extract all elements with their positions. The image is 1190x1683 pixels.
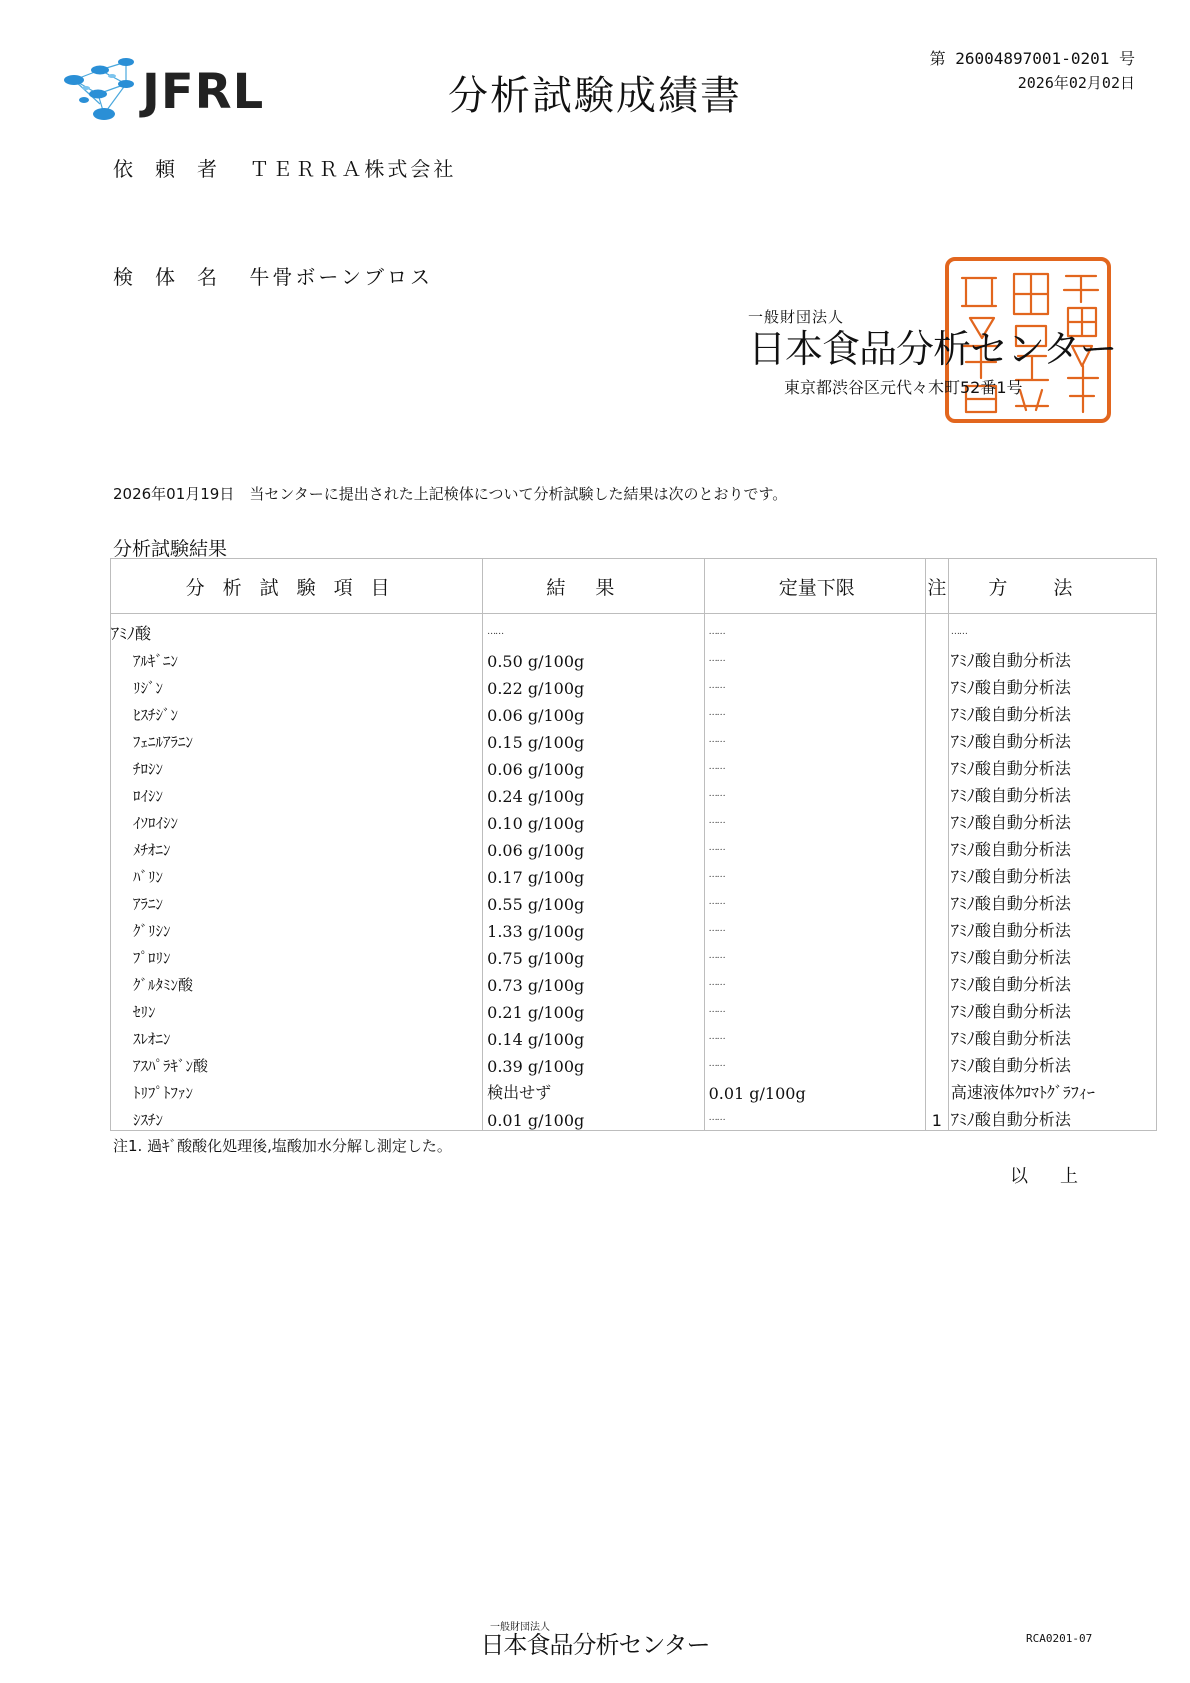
cell-result-text: 0.15 g/100g [487,733,585,752]
cell-item [111,995,483,1022]
cell-method [948,833,1156,860]
cell-result-text: 0.14 g/100g [487,1030,585,1049]
header-method: 方法 [988,576,1119,599]
client-value: ＴＥＲＲＡ株式会社 [249,157,457,181]
cell-result-text: 0.75 g/100g [487,949,585,968]
cell-limit-text: …… [708,627,725,637]
cell-method [948,671,1156,698]
cell-method-text: ｱﾐﾉ酸自動分析法 [950,786,1071,805]
cell-note [925,968,948,995]
cell-item [111,1049,483,1076]
sample-row [113,261,433,290]
cell-limit [704,1049,925,1076]
table-row [111,887,1157,914]
cell-result [483,914,704,941]
cell-item-text: ｲｿﾛｲｼﾝ [133,814,179,832]
organization-address: 東京都渋谷区元代々木町52番1号 [784,377,1023,397]
cell-item-text: ﾌﾟﾛﾘﾝ [133,949,171,967]
cell-result [483,1103,704,1131]
results-body [111,614,1157,1131]
cell-item-text: ﾁﾛｼﾝ [133,760,164,778]
cell-limit [704,914,925,941]
cell-result [483,725,704,752]
cell-item [111,1076,483,1103]
cell-method-text: ｱﾐﾉ酸自動分析法 [950,1002,1071,1021]
cell-method-text: ｱﾐﾉ酸自動分析法 [950,678,1071,697]
cell-method [948,1103,1156,1131]
table-row [111,752,1157,779]
cell-limit-text: …… [708,762,725,772]
cell-limit [704,725,925,752]
cell-note [925,941,948,968]
cell-method [948,1076,1156,1103]
cell-result-text: 0.06 g/100g [487,841,585,860]
cell-result [483,941,704,968]
cell-item-text: ﾋｽﾁｼﾞﾝ [133,706,179,724]
cell-item [111,968,483,995]
cell-result-text: 0.01 g/100g [487,1111,585,1130]
cell-item-text: ﾄﾘﾌﾟﾄﾌｧﾝ [133,1084,194,1102]
cell-method-text: ｱﾐﾉ酸自動分析法 [950,1029,1071,1048]
cell-note [925,860,948,887]
cell-limit-text: …… [708,843,725,853]
sample-label: 検体名 [113,265,239,289]
cell-note [925,671,948,698]
document-title: 分析試験成績書 [448,73,742,119]
cell-method-text: …… [950,627,967,637]
cell-method [948,698,1156,725]
cell-item-text: ｽﾚｵﾆﾝ [133,1030,171,1048]
cell-limit-text: …… [708,951,725,961]
cell-item-text: ｱｽﾊﾟﾗｷﾞﾝ酸 [133,1057,209,1075]
cell-method [948,968,1156,995]
cell-limit-text: …… [708,681,725,691]
cell-method-text: ｱﾐﾉ酸自動分析法 [950,1056,1071,1075]
cell-result-text: 0.10 g/100g [487,814,585,833]
cell-method [948,1022,1156,1049]
cell-item-text: ｱﾗﾆﾝ [133,895,164,913]
cell-limit-text: …… [708,897,725,907]
table-row [111,860,1157,887]
cell-limit-text: 0.01 g/100g [708,1084,806,1103]
cell-method [948,779,1156,806]
cell-method [948,1049,1156,1076]
cell-item [111,644,483,671]
cell-method-text: ｱﾐﾉ酸自動分析法 [950,975,1071,994]
cell-method [948,860,1156,887]
cell-method [948,941,1156,968]
cell-item-text: ｸﾞﾘｼﾝ [133,922,171,940]
cell-result-text: 1.33 g/100g [487,922,585,941]
cell-limit-text: …… [708,1059,725,1069]
cell-limit [704,860,925,887]
cell-result-text: 0.22 g/100g [487,679,585,698]
table-row [111,914,1157,941]
table-row [111,779,1157,806]
cell-limit [704,752,925,779]
cell-item-text: ﾒﾁｵﾆﾝ [133,841,171,859]
cell-result-text: 0.24 g/100g [487,787,585,806]
cell-note [925,1049,948,1076]
cell-note [925,779,948,806]
cell-result-text: 0.39 g/100g [487,1057,585,1076]
cell-result [483,614,704,645]
cell-limit-text: …… [708,816,725,826]
cell-result [483,752,704,779]
cell-note [925,698,948,725]
cell-result-text: 0.55 g/100g [487,895,585,914]
document-date: 2026年02月02日 [1017,74,1135,92]
cell-result-text: 検出せず [487,1083,552,1102]
cell-limit-text: …… [708,789,725,799]
cell-method [948,887,1156,914]
cell-method [948,752,1156,779]
footer-org-name: 日本食品分析センター [480,1631,710,1659]
document-number: 第 26004897001-0201 号 [929,49,1135,68]
table-header-row [111,559,1157,614]
cell-item-text: ｸﾞﾙﾀﾐﾝ酸 [133,976,194,994]
header-note: 注 [927,576,947,599]
cell-item-text: ｱﾐﾉ酸 [111,624,152,643]
cell-method-text: ｱﾐﾉ酸自動分析法 [950,894,1071,913]
cell-method-text: 高速液体ｸﾛﾏﾄｸﾞﾗﾌｨｰ [950,1083,1095,1102]
cell-result-text: 0.06 g/100g [487,760,585,779]
cell-item-text: ｾﾘﾝ [133,1003,156,1021]
header-limit: 定量下限 [778,576,855,599]
organization-type: 一般財団法人 [748,308,845,326]
cell-method [948,644,1156,671]
table-row [111,614,1157,645]
cell-result [483,833,704,860]
client-label: 依頼者 [113,157,239,181]
cell-item-text: ﾛｲｼﾝ [133,787,164,805]
cell-item [111,806,483,833]
cell-result [483,1049,704,1076]
cell-note [925,833,948,860]
cell-method-text: ｱﾐﾉ酸自動分析法 [950,759,1071,778]
cell-limit [704,806,925,833]
table-row [111,1049,1157,1076]
cell-limit [704,941,925,968]
cell-method [948,614,1156,645]
logo-text: JFRL [142,64,265,120]
cell-note [925,725,948,752]
cell-limit-text: …… [708,1032,725,1042]
cell-item [111,725,483,752]
table-row [111,698,1157,725]
cell-limit-text: …… [708,1005,725,1015]
cell-limit-text: …… [708,654,725,664]
cell-method-text: ｱﾐﾉ酸自動分析法 [950,840,1071,859]
cell-result-text: 0.50 g/100g [487,652,585,671]
cell-result-text: 0.17 g/100g [487,868,585,887]
organization-name: 日本食品分析センター [748,327,1117,371]
cell-note [925,806,948,833]
cell-limit [704,698,925,725]
cell-limit-text: …… [708,978,725,988]
cell-item [111,614,483,645]
cell-result [483,968,704,995]
cell-item-text: ｱﾙｷﾞﾆﾝ [133,652,179,670]
header-result: 結果 [546,576,645,599]
cell-limit [704,1103,925,1131]
table-row [111,1076,1157,1103]
organization-block [748,306,1116,398]
cell-method [948,806,1156,833]
cell-note [925,914,948,941]
cell-result-text: 0.06 g/100g [487,706,585,725]
footer-organization [0,1618,1190,1658]
sample-value: 牛骨ボーンブロス [249,265,433,289]
footnote: 注1. 過ｷﾞ酸酸化処理後,塩酸加水分解し測定した。 [113,1137,452,1155]
cell-limit [704,1022,925,1049]
cell-result [483,860,704,887]
cell-result [483,644,704,671]
cell-item [111,671,483,698]
table-row [111,968,1157,995]
cell-limit [704,995,925,1022]
cell-item [111,860,483,887]
cell-note [925,1022,948,1049]
cell-item-text: ﾊﾞﾘﾝ [133,868,164,886]
cell-item [111,698,483,725]
cell-item-text: ｼｽﾁﾝ [133,1111,164,1129]
cell-item [111,887,483,914]
results-table [110,558,1157,1131]
cell-note [925,1076,948,1103]
cell-note [925,1103,948,1131]
cell-item-text: ﾌｪﾆﾙｱﾗﾆﾝ [133,733,194,751]
cell-method [948,914,1156,941]
cell-method-text: ｱﾐﾉ酸自動分析法 [950,1110,1071,1129]
cell-method-text: ｱﾐﾉ酸自動分析法 [950,867,1071,886]
cell-method-text: ｱﾐﾉ酸自動分析法 [950,732,1071,751]
cell-note [925,887,948,914]
cell-limit [704,833,925,860]
cell-result [483,779,704,806]
cell-note [925,614,948,645]
cell-result-text: 0.21 g/100g [487,1003,585,1022]
cell-note [925,995,948,1022]
cell-limit-text: …… [708,708,725,718]
table-row [111,671,1157,698]
cell-method-text: ｱﾐﾉ酸自動分析法 [950,705,1071,724]
cell-result-text: …… [487,627,504,637]
cell-limit [704,671,925,698]
cell-item [111,1103,483,1131]
cell-limit-text: …… [708,735,725,745]
cell-method-text: ｱﾐﾉ酸自動分析法 [950,651,1071,670]
cell-limit [704,887,925,914]
cell-result [483,671,704,698]
footer-org-type: 一般財団法人 [490,1622,550,1633]
table-row [111,806,1157,833]
cell-method-text: ｱﾐﾉ酸自動分析法 [950,921,1071,940]
table-row [111,1022,1157,1049]
cell-limit [704,1076,925,1103]
cell-result [483,1076,704,1103]
cell-item [111,752,483,779]
cell-limit-text: …… [708,924,725,934]
cell-limit-text: …… [708,870,725,880]
closing-mark: 以上 [1010,1166,1110,1187]
cell-result [483,698,704,725]
cell-limit [704,779,925,806]
cell-item [111,1022,483,1049]
cell-method-text: ｱﾐﾉ酸自動分析法 [950,813,1071,832]
cell-result [483,995,704,1022]
table-row [111,833,1157,860]
cell-method [948,995,1156,1022]
cell-item [111,833,483,860]
cell-note [925,644,948,671]
form-code: RCA0201-07 [1026,1632,1093,1645]
cell-result [483,887,704,914]
cell-result [483,806,704,833]
header-item: 分析試験項目 [185,576,408,599]
cell-limit [704,644,925,671]
cell-limit-text: …… [708,1113,725,1123]
cell-note [925,752,948,779]
cell-limit [704,614,925,645]
results-heading: 分析試験結果 [113,538,228,560]
table-row [111,644,1157,671]
cell-method-text: ｱﾐﾉ酸自動分析法 [950,948,1071,967]
cell-result [483,1022,704,1049]
table-row [111,941,1157,968]
cell-method [948,725,1156,752]
cell-note-text: 1 [931,1111,942,1130]
cell-result-text: 0.73 g/100g [487,976,585,995]
table-row [111,725,1157,752]
table-row [111,995,1157,1022]
cell-item [111,941,483,968]
cell-limit [704,968,925,995]
table-row [111,1103,1157,1131]
cell-item-text: ﾘｼﾞﾝ [133,679,164,697]
cell-item [111,779,483,806]
statement-text: 2026年01月19日 当センターに提出された上記検体について分析試験した結果は次のとおりです。 [113,485,788,503]
cell-item [111,914,483,941]
client-row [113,153,456,182]
